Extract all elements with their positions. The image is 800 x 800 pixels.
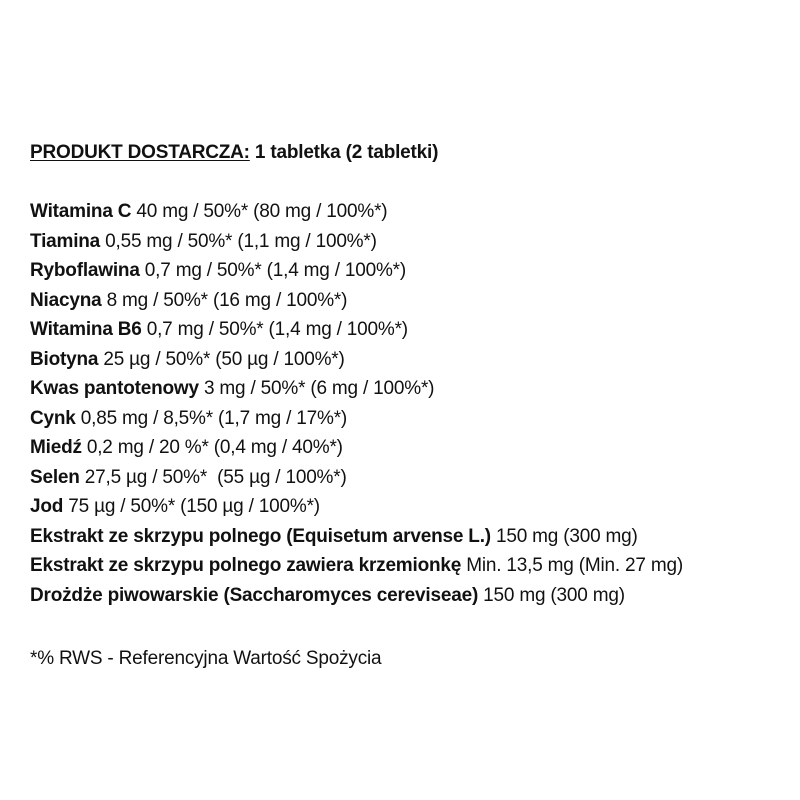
nutrient-name: Ryboflawina	[30, 260, 140, 281]
nutrient-row-ekstrakt-skrzypu	[30, 522, 790, 552]
nutrient-row-niacyna	[30, 286, 790, 316]
nutrient-name: Ekstrakt ze skrzypu polnego (Equisetum arvense L.)	[30, 525, 491, 547]
rws-footnote: *% RWS - Referencyjna Wartość Spożycia	[30, 648, 382, 669]
nutrient-name: Ekstrakt ze skrzypu polnego zawiera krzemionkę	[30, 555, 462, 576]
nutrient-row-kwas-pantotenowy	[30, 374, 790, 404]
nutrient-amount: 75 µg / 50%* (150 µg / 100%*)	[63, 496, 320, 517]
nutrient-row-krzemionka	[30, 551, 790, 581]
nutrient-name: Tiamina	[30, 230, 101, 252]
nutrient-row-drozdze	[30, 581, 790, 611]
serving-heading-label: PRODUKT DOSTARCZA:	[30, 142, 250, 163]
nutrient-amount: 3 mg / 50%* (6 mg / 100%*)	[198, 378, 435, 399]
nutrient-amount: 0,85 mg / 8,5%* (1,7 mg / 17%*)	[75, 407, 348, 429]
nutrient-amount: 8 mg / 50%* (16 mg / 100%*)	[101, 289, 348, 311]
serving-heading	[30, 138, 790, 168]
nutrient-amount: 27,5 µg / 50%* (55 µg / 100%*)	[79, 466, 347, 488]
nutrition-facts-panel	[30, 138, 790, 674]
nutrient-name: Witamina C	[30, 201, 132, 222]
nutrient-row-cynk	[30, 404, 790, 434]
nutrient-row-biotyna	[30, 345, 790, 375]
nutrient-amount: 40 mg / 50%* (80 mg / 100%*)	[131, 201, 388, 222]
nutrient-amount: 25 µg / 50%* (50 µg / 100%*)	[98, 348, 345, 370]
nutrient-row-witamina-c	[30, 197, 790, 227]
nutrient-row-jod	[30, 492, 790, 522]
nutrient-name: Niacyna	[30, 289, 102, 311]
nutrient-amount: 0,2 mg / 20 %* (0,4 mg / 40%*)	[81, 437, 343, 458]
nutrient-row-tiamina	[30, 227, 790, 257]
nutrient-row-miedz	[30, 433, 790, 463]
nutrient-amount: 0,7 mg / 50%* (1,4 mg / 100%*)	[141, 319, 408, 340]
nutrient-amount: 0,7 mg / 50%* (1,4 mg / 100%*)	[139, 260, 406, 281]
nutrient-name: Drożdże piwowarskie (Saccharomyces cereviseae)	[30, 584, 479, 606]
nutrient-list	[30, 197, 790, 610]
nutrient-row-selen	[30, 463, 790, 493]
nutrient-row-witamina-b6	[30, 315, 790, 345]
nutrient-name: Cynk	[30, 407, 76, 429]
spacer	[30, 168, 790, 197]
nutrient-name: Jod	[30, 496, 64, 517]
nutrient-name: Miedź	[30, 437, 82, 458]
nutrient-amount: 0,55 mg / 50%* (1,1 mg / 100%*)	[100, 230, 377, 252]
nutrient-name: Kwas pantotenowy	[30, 378, 199, 399]
nutrient-name: Biotyna	[30, 348, 99, 370]
nutrient-amount: Min. 13,5 mg (Min. 27 mg)	[461, 555, 683, 576]
nutrient-amount: 150 mg (300 mg)	[478, 584, 625, 606]
serving-heading-value: 1 tabletka (2 tabletki)	[249, 142, 439, 163]
nutrient-name: Selen	[30, 466, 80, 488]
nutrient-name: Witamina B6	[30, 319, 142, 340]
nutrient-amount: 150 mg (300 mg)	[490, 525, 638, 547]
nutrient-row-ryboflawina	[30, 256, 790, 286]
